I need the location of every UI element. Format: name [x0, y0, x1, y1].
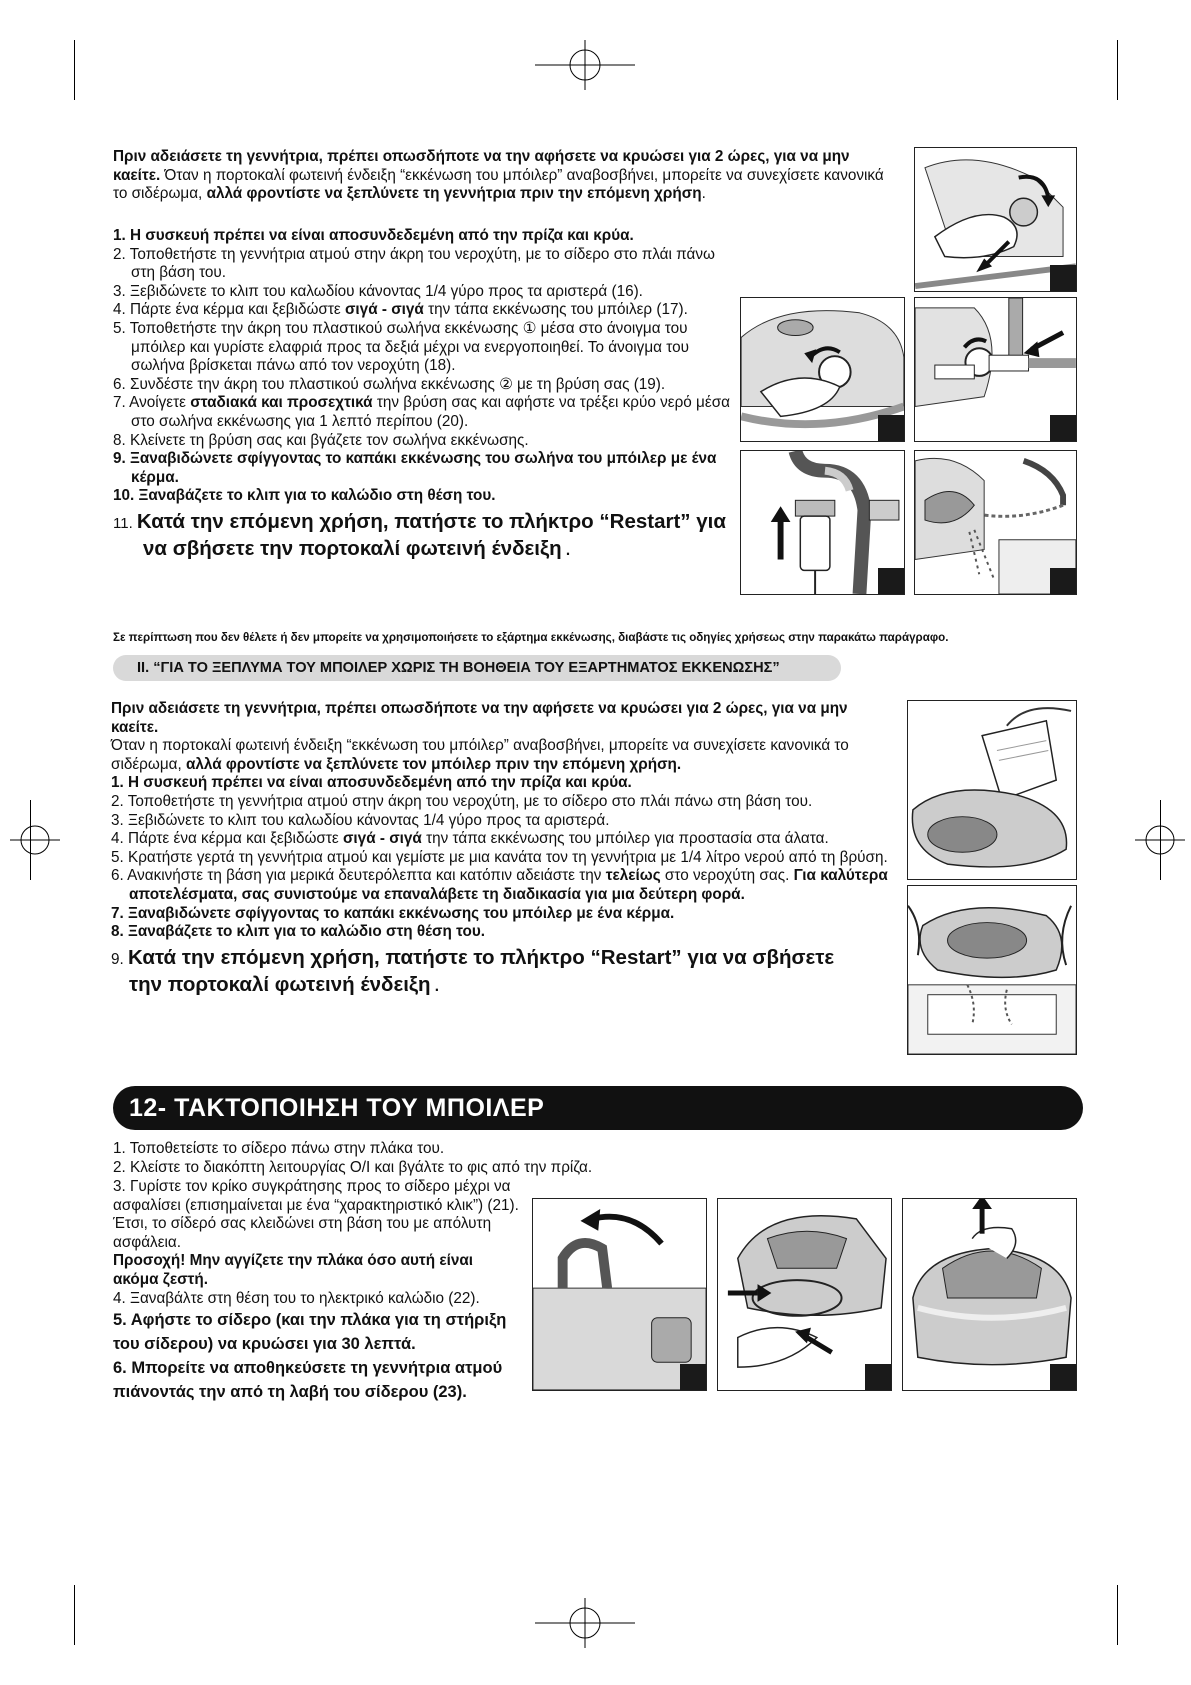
figure-17	[740, 297, 905, 442]
step-3: 3. Ξεβιδώνετε το κλιπ του καλωδίου κάνοντας 1/4 γύρο προς τα αριστερά (16).	[113, 282, 643, 300]
figure-number-badge	[680, 1364, 706, 1390]
section1-intro: Πριν αδειάσετε τη γεννήτρια, πρέπει οπωσδήποτε να την αφήσετε να κρυώσει για 2 ώρες, για να μην καείτε. Όταν η πορτοκαλί φωτεινή ένδειξη “εκκένωση του μπόιλερ” αναβοσβήνει, μπορείτε να συνεχίσετε κανονικά το σιδέρωμα, αλλά φροντίστε να ξεπλύνετε τη γεννήτρια πριν την επόμενη χρήση.	[113, 148, 884, 203]
step-3: 3. Γυρίστε τον κρίκο συγκράτησης προς το σίδερο μέχρι να ασφαλίσει (επισημαίνεται με ένα “χαρακτηριστικό κλικ”) (21). Έτσι, το σίδερό σας κλειδώνει στη βάση του με απόλυτη ασφάλεια.	[113, 1178, 519, 1251]
figure-18	[914, 297, 1077, 442]
section12-steps-top	[113, 1140, 813, 1177]
registration-mark-top	[535, 40, 635, 90]
cord-storage-illustration	[718, 1199, 891, 1390]
figure-jug-fill	[907, 700, 1077, 880]
step-6: 6. Μπορείτε να αποθηκεύσετε τη γεννήτρια ατμού πιάνοντάς την από τη λαβή του σίδερου (23).	[113, 1359, 503, 1402]
crop-mark	[74, 40, 75, 100]
step-4: 4. Πάρτε ένα κέρμα και ξεβιδώστε σιγά - σιγά την τάπα εκκένωσης του μπόιλερ για προστασία στα άλατα.	[111, 830, 829, 848]
figure-16	[914, 147, 1077, 292]
step-5: 5. Αφήστε το σίδερο (και την πλάκα για τη στήριξη του σίδερου) να κρυώσει για 30 λεπτά.	[113, 1311, 507, 1354]
jug-filling-illustration	[908, 701, 1076, 879]
crop-mark	[1117, 40, 1118, 100]
step-4: 4. Ξαναβάλτε στη θέση του το ηλεκτρικό καλώδιο (22).	[113, 1289, 480, 1307]
step-8: 8. Ξαναβάζετε το κλιπ για το καλώδιο στη θέση του.	[111, 923, 485, 941]
step-1: 1. Τοποθετείστε το σίδερο πάνω στην πλάκα του.	[113, 1140, 445, 1157]
step-9: 9. Κατά την επόμενη χρήση, πατήστε το πλήκτρο “Restart” για να σβήσετε την πορτοκαλί φωτεινή ένδειξη .	[111, 945, 835, 996]
section12-title: 12- ΤΑΚΤΟΠΟΙΗΣΗ ΤΟΥ ΜΠΟΙΛΕΡ	[113, 1086, 1083, 1130]
step-5: 5. Κρατήστε γερτά τη γεννήτρια ατμού και γεμίστε με μια κανάτα τον τη γεννήτρια με 1/4 λίτρο νερού από τη βρύση.	[111, 848, 888, 866]
carry-by-handle-illustration	[903, 1199, 1076, 1390]
crop-mark	[74, 1585, 75, 1645]
figure-number-badge	[1050, 265, 1076, 291]
warning: Προσοχή! Μην αγγίζετε την πλάκα όσο αυτή είναι ακόμα ζεστή.	[113, 1252, 474, 1288]
figure-number-badge	[878, 568, 904, 594]
step-6: 6. Ανακινήστε τη βάση για μερικά δευτερόλεπτα και κατόπιν αδειάστε την τελείως στο νεροχύτη σας. Για καλύτερα αποτελέσματα, σας συνιστούμε να επαναλάβετε τη διαδικασία για μια δεύτερη φορά.	[111, 867, 888, 903]
locking-ring-illustration	[533, 1199, 706, 1390]
step-10: 10. Ξαναβάζετε το κλιπ για το καλώδιο στη θέση του.	[113, 487, 496, 505]
figure-23	[902, 1198, 1077, 1391]
step-6: 6. Συνδέστε την άκρη του πλαστικού σωλήνα εκκένωσης ② με τη βρύση σας (19).	[113, 375, 666, 393]
section2-text	[111, 700, 906, 998]
note-line: Σε περίπτωση που δεν θέλετε ή δεν μπορείτε να χρησιμοποιήσετε το εξάρτημα εκκένωσης, διαβάστε τις οδηγίες χρήσεως στην παρακάτω παράγραφο.	[113, 631, 949, 644]
section12-steps	[113, 1178, 520, 1404]
section1-text	[113, 148, 891, 204]
figure-21	[532, 1198, 707, 1391]
registration-mark-left	[10, 815, 60, 865]
step-11: 11. Κατά την επόμενη χρήση, πατήστε το πλήκτρο “Restart” για να σβήσετε την πορτοκαλί φωτεινή ένδειξη .	[113, 509, 726, 560]
registration-mark-bottom	[535, 1598, 635, 1648]
figure-number-badge	[1050, 415, 1076, 441]
step-7: 7. Ανοίγετε σταδιακά και προσεχτικά την βρύση σας και αφήστε να τρέξει κρύο νερό μέσα στο σωλήνα εκκένωσης για 1 λεπτό περίπου (20).	[113, 394, 730, 430]
step-2: 2. Κλείστε το διακόπτη λειτουργίας Ο/Ι και βγάλτε το φις από την πρίζα.	[113, 1158, 593, 1176]
step-1: 1. Η συσκευή πρέπει να είναι αποσυνδεδεμένη από την πρίζα και κρύα.	[113, 227, 634, 244]
shaking-base-illustration	[908, 886, 1076, 1054]
step-7: 7. Ξαναβιδώνετε σφίγγοντας το καπάκι εκκένωσης του μπόιλερ με ένα κέρμα.	[111, 904, 675, 922]
figure-number-badge	[865, 1364, 891, 1390]
figure-number-badge	[1050, 568, 1076, 594]
step-3: 3. Ξεβιδώνετε το κλιπ του καλωδίου κάνοντας 1/4 γύρο προς τα αριστερά.	[111, 811, 610, 829]
step-1: 1. Η συσκευή πρέπει να είναι αποσυνδεδεμένη από την πρίζα και κρύα.	[111, 774, 632, 792]
figure-22	[717, 1198, 892, 1391]
figure-shake	[907, 885, 1077, 1055]
figure-number-badge	[1050, 1364, 1076, 1390]
figure-19	[740, 450, 905, 595]
figure-number-badge	[878, 415, 904, 441]
step-9: 9. Ξαναβιδώνετε σφίγγοντας το καπάκι εκκένωσης του σωλήνα του μπόιλερ με ένα κέρμα.	[113, 450, 717, 486]
registration-mark-right	[1135, 815, 1185, 865]
step-5: 5. Τοποθετήστε την άκρη του πλαστικού σωλήνα εκκένωσης ① μέσα στο άνοιγμα του μπόιλερ και γυρίστε ελαφριά προς τα δεξιά μέχρι να ενεργοποιηθεί. Το άνοιγμα του σωλήνα βρίσκεται πάνω από τον νεροχύτη (18).	[113, 319, 689, 375]
section2-intro-bold: Πριν αδειάσετε τη γεννήτρια, πρέπει οπωσδήποτε να την αφήσετε να κρυώσει για 2 ώρες, για να μην καείτε.	[111, 700, 848, 736]
step-8: 8. Κλείνετε τη βρύση σας και βγάζετε τον σωλήνα εκκένωσης.	[113, 431, 529, 449]
section1-steps	[113, 227, 741, 562]
section2-intro: Όταν η πορτοκαλί φωτεινή ένδειξη “εκκένωση του μπόιλερ” αναβοσβήνει, μπορείτε να συνεχίσετε κανονικά το σιδέρωμα, αλλά φροντίστε να ξεπλύνετε τον μπόιλερ πριν την επόμενη χρήση.	[111, 737, 849, 773]
section2-heading: II. “ΓΙΑ ΤΟ ΞΕΠΛΥΜΑ ΤΟΥ ΜΠΟΙΛΕΡ ΧΩΡΙΣ ΤΗ ΒΟΗΘΕΙΑ ΤΟΥ ΕΞΑΡΤΗΜΑΤΟΣ ΕΚΚΕΝΩΣΗΣ”	[113, 655, 841, 681]
step-2: 2. Τοποθετήστε τη γεννήτρια ατμού στην άκρη του νεροχύτη, με το σίδερο στο πλάι πάνω στη βάση του.	[113, 245, 715, 282]
figure-20	[914, 450, 1077, 595]
step-2: 2. Τοποθετήστε τη γεννήτρια ατμού στην άκρη του νεροχύτη, με το σίδερο στο πλάι πάνω στη βάση του.	[111, 792, 813, 810]
step-4: 4. Πάρτε ένα κέρμα και ξεβιδώστε σιγά - σιγά την τάπα εκκένωσης του μπόιλερ (17).	[113, 301, 688, 319]
crop-mark	[1117, 1585, 1118, 1645]
